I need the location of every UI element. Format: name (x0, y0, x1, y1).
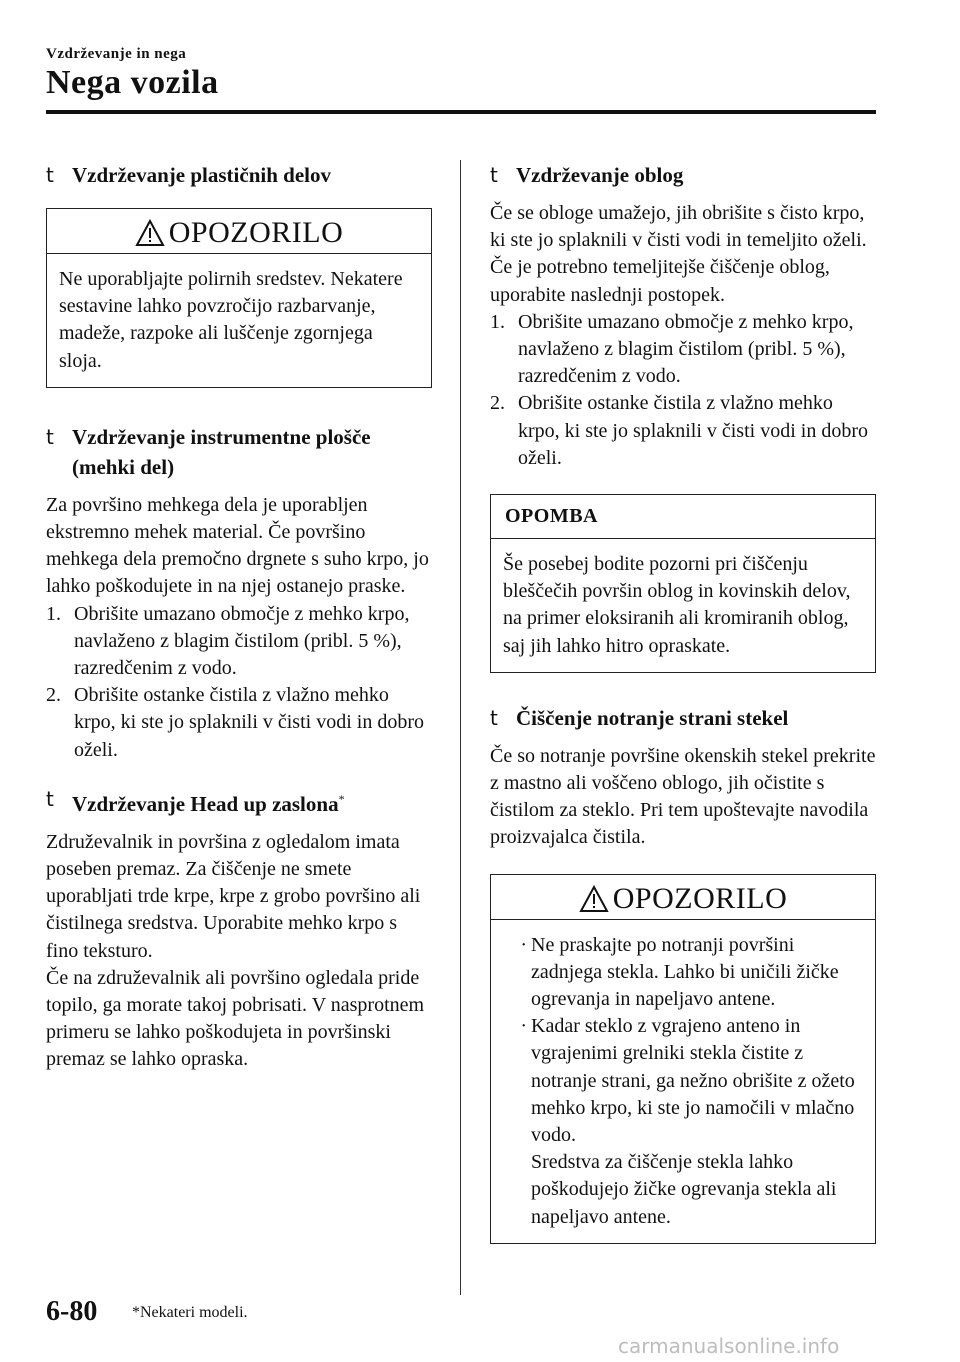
warning-bullets (503, 932, 863, 1231)
heading-instrument-panel (46, 422, 432, 482)
instrument-panel-steps (46, 601, 432, 764)
step-text: Obrišite umazano območje z mehko krpo, navlaženo z blagim čistilom (pribl. 5 %), razredčenim z vodo. (518, 310, 854, 388)
section-marker: t (490, 163, 498, 187)
heading-text: Vzdrževanje instrumentne plošče (mehki del) (72, 424, 371, 479)
right-column (490, 160, 876, 1244)
bullet-text: Ne praskajte po notranji površini zadnjega stekla. Lahko bi uničili žičke ogrevanja in napeljavo antene. (531, 933, 839, 1011)
step-text: Obrišite umazano območje z mehko krpo, navlaženo z blagim čistilom (pribl. 5 %), razredčenim z vodo. (74, 602, 410, 680)
step-item (46, 682, 432, 764)
step-item (490, 309, 876, 391)
warning-title (491, 875, 875, 920)
step-item (46, 601, 432, 683)
bullet-content (531, 1013, 863, 1231)
upholstery-paragraph-1: Če se obloge umažejo, jih obrišite s čisto krpo, ki ste jo splaknili v čisti vodi in temeljito oželi. (490, 202, 867, 252)
warning-box-plastic (46, 208, 432, 388)
section-marker: t (46, 424, 54, 449)
heading-text: Čiščenje notranje strani stekel (516, 705, 789, 730)
header-rule (46, 110, 876, 114)
section-marker: t (46, 786, 54, 811)
warning-body (491, 920, 875, 1243)
asterisk-mark: * (338, 791, 345, 806)
step-number: 1. (490, 310, 505, 333)
section-label: Vzdrževanje in nega (46, 46, 187, 62)
upholstery-steps (490, 309, 876, 472)
heading-upholstery (490, 160, 876, 190)
section-marker: t (46, 163, 54, 187)
note-text: Še posebej bodite pozorni pri čiščenju bleščečih površin oblog in kovinskih delov, na primer eloksiranih ali kromiranih oblog, saj jih lahko hitro opraskate. (503, 553, 851, 657)
heading-text (72, 784, 432, 819)
heading-plastic-parts (46, 160, 432, 190)
note-box (490, 494, 876, 673)
step-text: Obrišite ostanke čistila z vlažno mehko krpo, ki ste jo splaknili v čisti vodi in dobro oželi. (74, 684, 424, 761)
warning-title (47, 209, 431, 254)
section-marker: t (490, 705, 498, 730)
note-title: OPOMBA (491, 495, 875, 539)
column-divider (460, 160, 461, 1295)
warning-text: Ne uporabljajte polirnih sredstev. Nekatere sestavine lahko povzročijo razbarvanje, madeže, razpoke ali luščenje zgornjega sloja. (59, 268, 403, 372)
watermark: carmanualsonline.info (618, 1334, 840, 1358)
page-title: Nega vozila (46, 64, 219, 101)
upholstery-paragraph-2: Če je potrebno temeljitejše čiščenje oblog, uporabite naslednji postopek. (490, 256, 830, 306)
heading-text: Vzdrževanje oblog (516, 163, 684, 187)
heading-window-cleaning (490, 703, 876, 733)
step-item (490, 390, 876, 472)
window-cleaning-paragraph: Če so notranje površine okenskih stekel prekrite z mastno ali voščeno oblogo, jih očistite s čistilom za steklo. Pri tem upoštevajte navodila proizvajalca čistila. (490, 744, 876, 849)
step-number: 1. (46, 602, 61, 625)
heading-text: Vzdrževanje plastičnih delov (72, 163, 331, 187)
page-number: 6-80 (46, 1296, 98, 1327)
instrument-panel-intro: Za površino mehkega dela je uporabljen ekstremno mehek material. Če površino mehkega dela premočno drgnete s suho krpo, jo lahko poškodujete in na njej ostanejo praske. (46, 493, 429, 598)
bullet-dot: · (520, 1015, 527, 1038)
step-text: Obrišite ostanke čistila z vlažno mehko krpo, ki ste jo splaknili v čisti vodi in dobro oželi. (518, 392, 868, 469)
warning-triangle-icon (579, 885, 609, 913)
warning-triangle-icon (135, 219, 165, 247)
hud-paragraph-2: Če na združevalnik ali površino ogledala pride topilo, ga morate takoj pobrisati. V nasprotnem primeru se lahko poškodujeta in površinski premaz se lahko opraska. (46, 966, 425, 1071)
bullet-extra-text: Sredstva za čiščenje stekla lahko poškodujejo žičke ogrevanja stekla ali napeljavo antene. (531, 1151, 837, 1228)
heading-head-up-display (46, 784, 432, 819)
heading-label: Vzdrževanje Head up zaslona (72, 791, 339, 816)
warning-box-windows (490, 874, 876, 1244)
left-column (46, 160, 432, 1074)
hud-paragraph-1: Združevalnik in površina z ogledalom imata poseben premaz. Za čiščenje ne smete uporabljati trde krpe, krpe z grobo površino ali čistilnega sredstva. Uporabite mehko krpo s fino teksturo. (46, 830, 421, 962)
bullet-item (503, 1013, 863, 1231)
warning-title-text: OPOZORILO (612, 881, 788, 915)
bullet-item (503, 932, 863, 1014)
warning-title-text: OPOZORILO (168, 216, 344, 249)
bullet-text: Kadar steklo z vgrajeno anteno in vgrajenimi grelniki stekla čistite z notranje strani, ga nežno obrišite z ožeto mehko krpo, ki ste jo namočili v mlačno vodo. (531, 1015, 855, 1147)
step-number: 2. (46, 684, 61, 707)
step-number: 2. (490, 392, 505, 415)
footnote: *Nekateri modeli. (132, 1304, 248, 1321)
bullet-dot: · (520, 933, 527, 956)
